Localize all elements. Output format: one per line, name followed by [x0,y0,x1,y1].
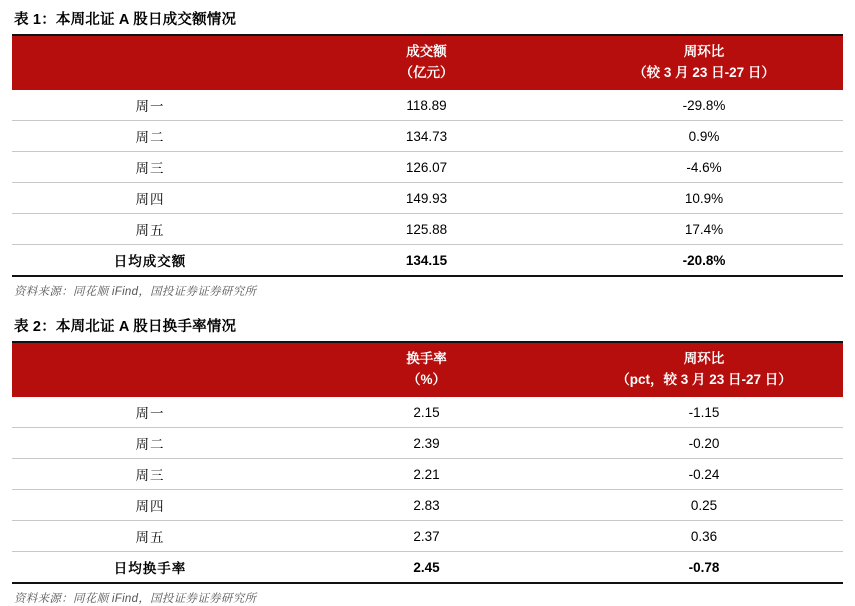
table-2-header-row [12,342,843,397]
table-1-header-value-line1: 成交额 [406,44,447,60]
table-row [12,90,843,121]
table-1-row-5-label: 日均成交额 [12,245,288,277]
table-1-row-4-change: 17.4% [565,214,843,245]
table-1-header-change-line1: 周环比 [683,44,725,60]
table-2-row-2-label: 周三 [12,459,288,490]
table-1-row-2-change: -4.6% [565,152,843,183]
table-row [12,152,843,183]
table-1-row-5-change: -20.8% [565,245,843,277]
table-1-row-3-value: 149.93 [288,183,565,214]
table-1-caption: 表 1：本周北证 A 股日成交额情况 [14,12,237,28]
table-block-2 [12,313,843,606]
table-1-header-change-line2: （较 3 月 23 日-27 日） [633,65,775,80]
table-2-row-1-change: -0.20 [565,428,843,459]
table-2-row-2-value: 2.21 [288,459,565,490]
table-1-row-5-value: 134.15 [288,245,565,277]
table-2-row-0-value: 2.15 [288,397,565,428]
table-row [12,183,843,214]
table-row [12,521,843,552]
table-1-header-blank [12,35,288,90]
table-1 [12,34,843,277]
table-row [12,552,843,584]
table-1-row-3-label: 周四 [12,183,288,214]
table-1-header-row [12,35,843,90]
table-1-header-value [288,35,565,90]
table-1-row-0-value: 118.89 [288,90,565,121]
table-row [12,397,843,428]
table-2-row-5-value: 2.45 [288,552,565,584]
table-1-source: 资料来源：同花顺 iFind，国投证券证券研究所 [14,286,257,298]
table-row [12,459,843,490]
table-1-row-1-label: 周二 [12,121,288,152]
table-2-row-3-label: 周四 [12,490,288,521]
table-2-caption: 表 2：本周北证 A 股日换手率情况 [14,319,237,335]
table-2-header-change-line1: 周环比 [683,351,725,367]
table-row [12,245,843,277]
table-1-row-2-value: 126.07 [288,152,565,183]
table-2-header-change-line2: （pct，较 3 月 23 日-27 日） [616,372,792,387]
table-1-header-value-line2: （亿元） [399,65,454,80]
table-1-row-4-value: 125.88 [288,214,565,245]
table-2-row-5-change: -0.78 [565,552,843,584]
table-2-row-4-change: 0.36 [565,521,843,552]
table-1-row-1-value: 134.73 [288,121,565,152]
table-2-row-3-change: 0.25 [565,490,843,521]
table-2-header-value-line1: 换手率 [406,351,447,367]
table-1-row-0-change: -29.8% [565,90,843,121]
table-row [12,428,843,459]
table-1-row-2-label: 周三 [12,152,288,183]
table-block-1 [12,6,843,299]
table-1-row-1-change: 0.9% [565,121,843,152]
table-1-row-0-label: 周一 [12,90,288,121]
table-2-header-blank [12,342,288,397]
table-2-row-4-label: 周五 [12,521,288,552]
table-2-row-1-label: 周二 [12,428,288,459]
table-2-row-0-change: -1.15 [565,397,843,428]
table-row [12,490,843,521]
table-1-row-4-label: 周五 [12,214,288,245]
table-2-row-5-label: 日均换手率 [12,552,288,584]
table-1-row-3-change: 10.9% [565,183,843,214]
table-row [12,214,843,245]
table-2-header-value [288,342,565,397]
table-2-row-4-value: 2.37 [288,521,565,552]
table-2-header-change [565,342,843,397]
table-2-row-1-value: 2.39 [288,428,565,459]
table-2-row-2-change: -0.24 [565,459,843,490]
table-2-header-value-line2: （%） [406,372,446,387]
table-1-header-change [565,35,843,90]
table-row [12,121,843,152]
table-2-source: 资料来源：同花顺 iFind，国投证券证券研究所 [14,593,257,605]
table-2-row-3-value: 2.83 [288,490,565,521]
table-2-row-0-label: 周一 [12,397,288,428]
table-2 [12,341,843,584]
